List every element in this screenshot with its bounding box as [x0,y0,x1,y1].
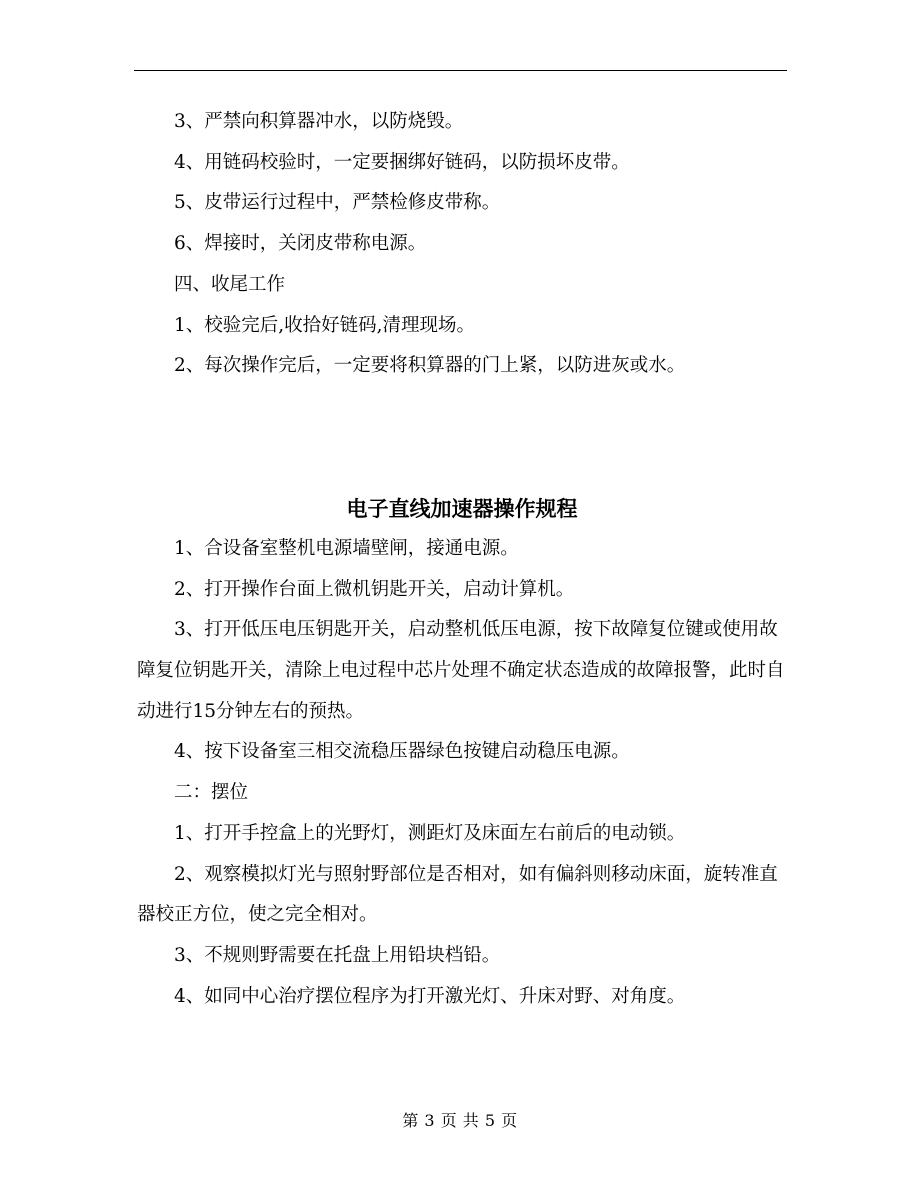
paragraph: 5、皮带运行过程中，严禁检修皮带称。 [174,192,501,214]
paragraph: 2、观察模拟灯光与照射野部位是否相对，如有偏斜则移动床面，旋转准直器校正方位，使之完全相对。 [137,863,778,926]
paragraph: 1、打开手控盒上的光野灯，测距灯及床面左右前后的电动锁。 [174,822,686,844]
paragraph: 1、合设备室整机电源墙壁闸，接通电源。 [174,537,519,559]
section-heading: 二：摆位 [174,782,249,804]
paragraph: 3、不规则野需要在托盘上用铅块档铅。 [174,944,501,966]
paragraph: 2、每次操作完后，一定要将积算器的门上紧，以防进灰或水。 [174,355,686,377]
paragraph: 4、按下设备室三相交流稳压器绿色按键启动稳压电源。 [174,741,630,763]
header-rule [134,70,787,71]
paragraph: 1、校验完后,收拾好链码,清理现场。 [174,314,476,336]
paragraph: 6、焊接时，关闭皮带称电源。 [174,233,427,255]
page-number: 第 3 页 共 5 页 [402,1111,518,1130]
paragraph: 3、打开低压电压钥匙开关，启动整机低压电源，按下故障复位键或使用故障复位钥匙开关，清除上电过程中芯片处理不确定状态造成的故障报警，此时自动进行15分钟左右的预热。 [137,619,785,722]
paragraph: 4、用链码校验时，一定要捆绑好链码，以防损坏皮带。 [174,151,630,173]
page-body [137,102,787,1017]
section-gap [137,387,787,489]
document-title: 电子直线加速器操作规程 [346,496,578,521]
paragraph: 3、严禁向积算器冲水，以防烧毁。 [174,111,464,132]
paragraph: 4、如同中心治疗摆位程序为打开激光灯、升床对野、对角度。 [174,985,686,1007]
section-heading: 四、收尾工作 [174,273,286,295]
paragraph: 2、打开操作台面上微机钥匙开关，启动计算机。 [174,578,575,600]
